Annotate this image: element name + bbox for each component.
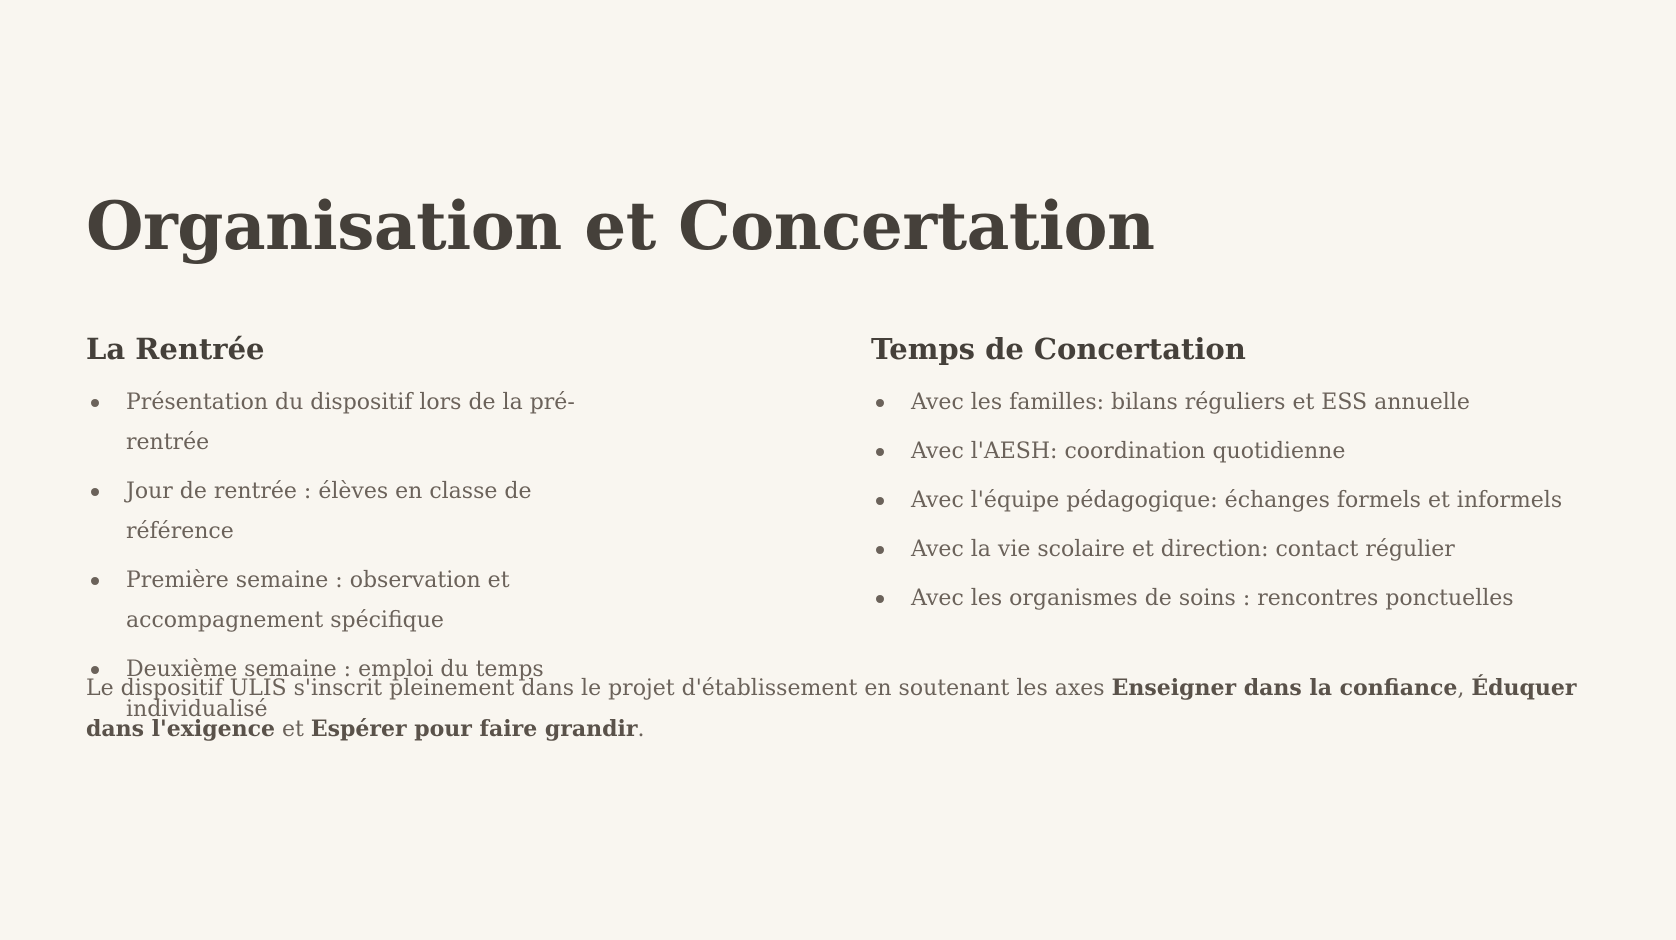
bullet-icon [876, 595, 884, 603]
concertation-list [871, 383, 1631, 619]
summary-intro: Le dispositif ULIS s'inscrit pleinement dans le projet d'établissement en soutenant les axes [86, 676, 1112, 701]
list-item-text: Avec l'équipe pédagogique: échanges formels et informels [911, 488, 1563, 513]
concertation-column [871, 327, 1631, 628]
bullet-icon [91, 577, 99, 585]
list-item-text: Avec la vie scolaire et direction: contact régulier [911, 537, 1455, 562]
list-item-text: Avec les familles: bilans réguliers et ESS annuelle [911, 390, 1470, 415]
list-item [871, 432, 1631, 472]
list-item-text: Avec les organismes de soins : rencontres ponctuelles [911, 586, 1514, 611]
bullet-icon [876, 399, 884, 407]
axis-exigence: Éduquer dans l'exigence [86, 675, 1577, 742]
axis-esperer: Espérer pour faire grandir [310, 716, 638, 742]
list-item [871, 383, 1631, 423]
list-item-text: Première semaine : observation et accompagnement spécifique [126, 568, 510, 633]
list-item-text: Deuxième semaine : emploi du temps individualisé [126, 657, 544, 722]
list-item [86, 472, 786, 552]
list-item-text: Présentation du dispositif lors de la pré-rentrée [126, 390, 575, 455]
bullet-icon [876, 448, 884, 456]
bullet-icon [91, 488, 99, 496]
slide-title: Organisation et Concertation [86, 187, 1155, 265]
list-item [86, 383, 786, 463]
rentree-heading: La Rentrée [86, 332, 265, 366]
summary-separator: et [275, 717, 311, 742]
list-item [86, 561, 786, 641]
bullet-icon [876, 546, 884, 554]
summary-separator: , [1457, 676, 1472, 701]
list-item [871, 481, 1631, 521]
list-item [871, 530, 1631, 570]
bullet-icon [876, 497, 884, 505]
summary-paragraph [86, 668, 1606, 750]
bullet-icon [91, 399, 99, 407]
list-item-text: Avec l'AESH: coordination quotidienne [911, 439, 1346, 464]
list-item-text: Jour de rentrée : élèves en classe de référence [126, 479, 532, 544]
list-item [871, 579, 1631, 619]
concertation-heading: Temps de Concertation [871, 332, 1246, 366]
axis-confiance: Enseigner dans la confiance [1111, 675, 1458, 701]
summary-end: . [637, 717, 645, 742]
